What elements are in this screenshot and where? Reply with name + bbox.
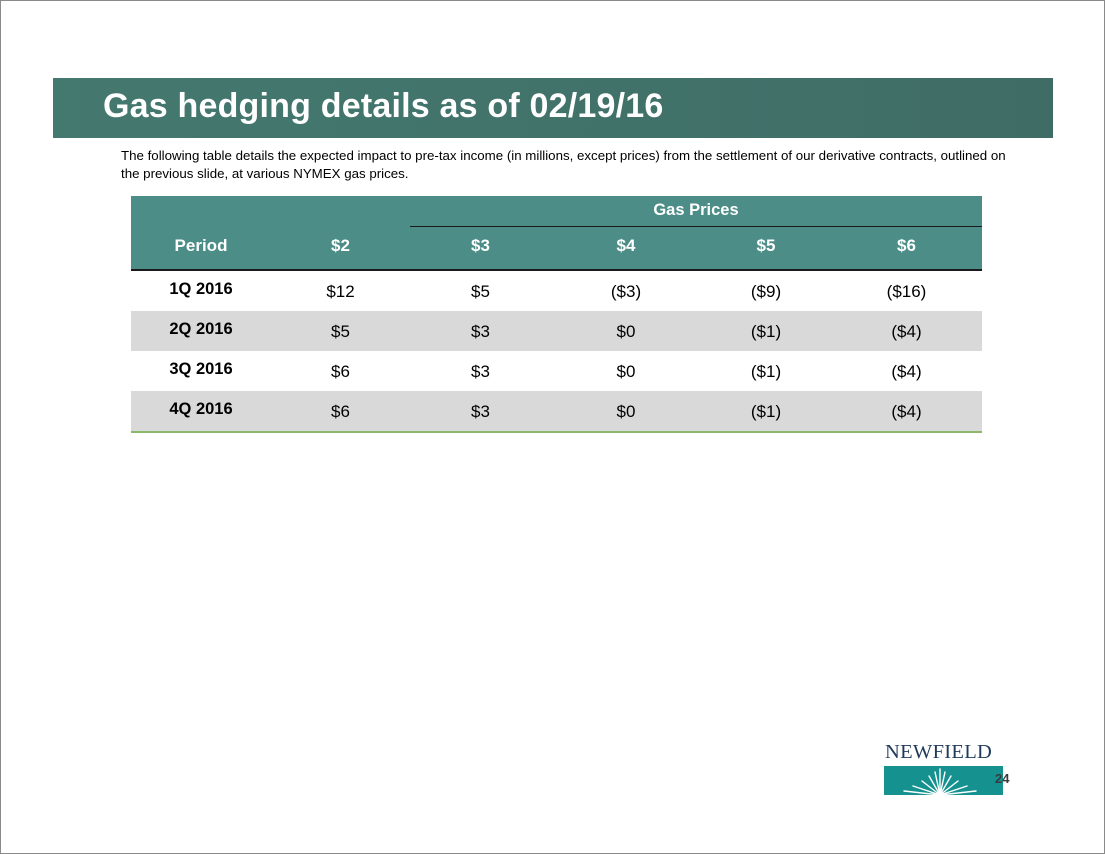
value-cell: ($3) — [610, 282, 642, 301]
column-header-row — [131, 236, 982, 256]
value-cell: ($4) — [891, 362, 922, 381]
value-cell: ($16) — [886, 282, 927, 301]
value-cell: $3 — [471, 362, 490, 381]
gas-hedging-table — [131, 196, 982, 433]
slide-title: Gas hedging details as of 02/19/16 — [103, 87, 664, 125]
sunburst-logo-icon — [884, 766, 1003, 795]
value-cell: $0 — [616, 362, 636, 381]
value-cell: ($4) — [891, 322, 922, 341]
period-cell: 1Q 2016 — [169, 279, 233, 298]
value-cell: $5 — [331, 322, 350, 341]
column-header-price-5: $5 — [756, 236, 776, 255]
value-cell: $3 — [471, 322, 490, 341]
table-row — [131, 311, 982, 351]
value-cell: $0 — [616, 322, 636, 341]
value-cell: $0 — [616, 402, 636, 421]
table-row — [131, 271, 982, 311]
column-header-period: Period — [174, 236, 228, 255]
column-header-price-4: $4 — [616, 236, 636, 255]
group-header-rule — [410, 226, 982, 227]
table-header — [131, 196, 982, 271]
value-cell: ($9) — [750, 282, 782, 301]
column-header-price-3: $3 — [471, 236, 490, 255]
value-cell: $6 — [331, 362, 350, 381]
value-cell: ($1) — [750, 362, 782, 381]
title-bar — [53, 78, 1053, 138]
value-cell: ($4) — [891, 402, 922, 421]
newfield-logo — [884, 741, 1004, 797]
value-cell: $5 — [471, 282, 490, 301]
value-cell: ($1) — [750, 402, 782, 421]
period-cell: 3Q 2016 — [169, 359, 233, 378]
column-header-price-6: $6 — [897, 236, 916, 255]
gas-prices-group-header: Gas Prices — [653, 201, 739, 219]
page-number: 24 — [995, 771, 1010, 786]
table-row — [131, 351, 982, 391]
column-header-price-2: $2 — [331, 236, 350, 255]
table-body — [131, 271, 982, 433]
table-row — [131, 391, 982, 431]
value-cell: ($1) — [750, 322, 782, 341]
period-cell: 2Q 2016 — [169, 319, 233, 338]
logo-wordmark: NEWFIELD — [885, 741, 993, 763]
period-cell: 4Q 2016 — [169, 399, 233, 418]
intro-paragraph: The following table details the expected impact to pre-tax income (in millions, except prices) from the settlement of our derivative contracts, outlined on the previous slide, at various NYMEX gas prices. — [121, 148, 1006, 181]
value-cell: $12 — [326, 282, 355, 301]
value-cell: $6 — [331, 402, 350, 421]
value-cell: $3 — [471, 402, 490, 421]
